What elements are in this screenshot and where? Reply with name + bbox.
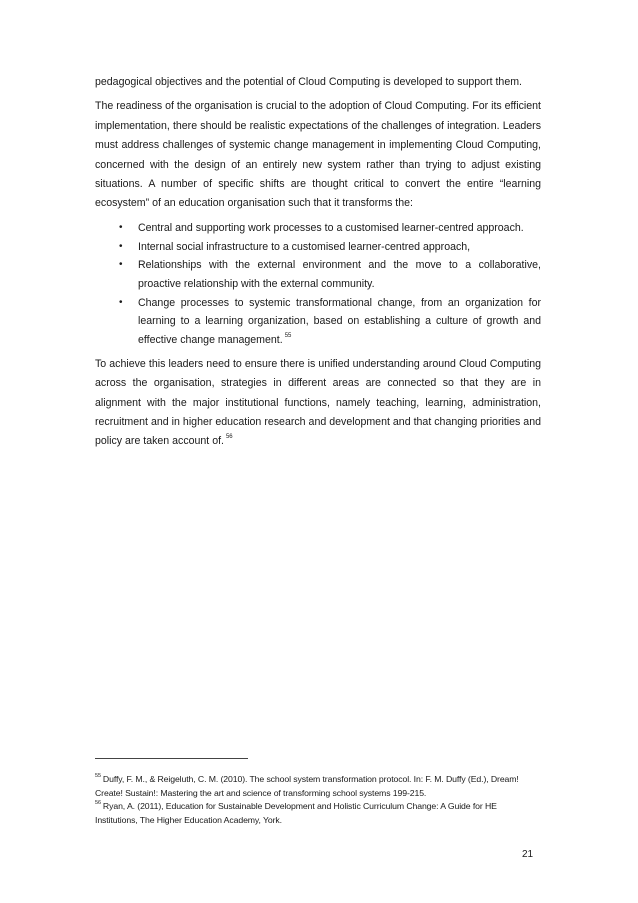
list-item-text: Internal social infrastructure to a customised learner-centred approach,	[138, 240, 471, 253]
footnote-text: Ryan, A. (2011), Education for Sustainable Development and Holistic Curriculum Change: A Guide for HE Institutions, The Higher Education Academy, York.	[95, 801, 497, 825]
list-item	[95, 294, 541, 350]
paragraph-opening: pedagogical objectives and the potential of Cloud Computing is developed to support them.	[95, 76, 522, 88]
footnote-divider	[95, 758, 248, 759]
footnote-reference[interactable]: 55	[284, 333, 292, 340]
bullet-icon: •	[119, 240, 123, 252]
footnote-reference[interactable]: 56	[225, 434, 233, 441]
list-item-text: Change processes to systemic transformational change, from an organization for learning to a learning organization, based on establishing a culture of growth and effective change management.	[138, 296, 541, 347]
footnotes	[95, 773, 541, 827]
body-text	[95, 73, 541, 457]
bullet-icon: •	[119, 296, 123, 308]
list-item-text: Relationships with the external environment and the move to a collaborative, proactive relationship with the external community.	[138, 259, 541, 290]
list-item	[95, 238, 541, 257]
footnote	[95, 800, 541, 827]
footnote	[95, 773, 541, 800]
page-number: 21	[522, 849, 534, 860]
list-item-text: Central and supporting work processes to a customised learner-centred approach.	[138, 221, 524, 234]
bullet-icon: •	[119, 259, 123, 271]
footnote-text: Duffy, F. M., & Reigeluth, C. M. (2010). The school system transformation protocol. In: F. M. Duffy (Ed.), Dream! Create! Sustain!: Mastering the art and science of transforming school systems 199-215.	[95, 774, 519, 798]
footnote-mark: 56	[95, 800, 101, 806]
paragraph-readiness: The readiness of the organisation is crucial to the adoption of Cloud Computing. For its efficient implementation, there should be realistic expectations of the challenges of integration. Leaders must address challenges of systemic change management in implementing Cloud Computing, concerned with the design of an entirely new system rather than trying to adjust existing situations. A number of specific shifts are thought critical to convert the entire “learning ecosystem” of an education organisation such that it transforms the:	[95, 100, 541, 210]
paragraph-closing-text: To achieve this leaders need to ensure there is unified understanding around Cloud Computing across the organisation, strategies in different areas are connected so that they are in alignment with the major institutional functions, namely teaching, learning, administration, recruitment and in higher education research and development and that changing priorities and policy are taken account of.	[95, 357, 541, 448]
list-item	[95, 256, 541, 293]
footnote-mark: 55	[95, 773, 101, 779]
paragraph-closing	[95, 355, 541, 452]
bullet-icon: •	[119, 221, 123, 233]
list-item	[95, 219, 541, 238]
bullet-list	[95, 219, 541, 350]
